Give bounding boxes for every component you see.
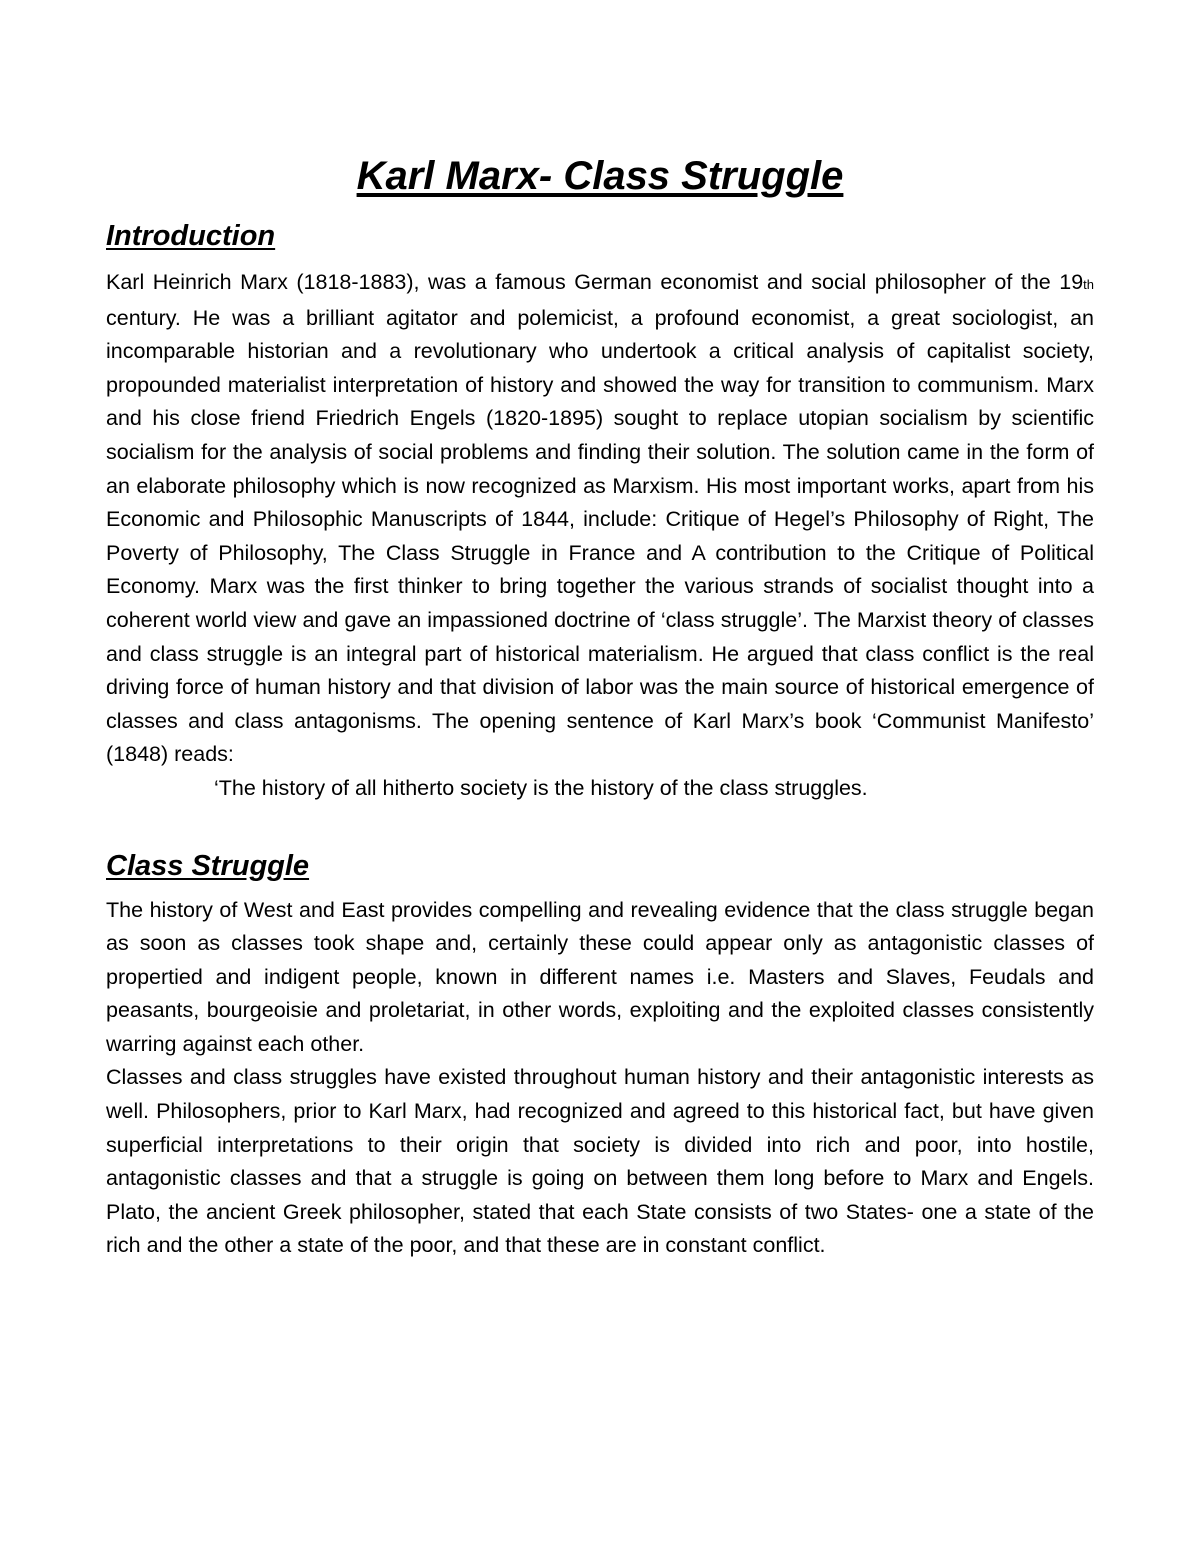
document-title: Karl Marx- Class Struggle xyxy=(356,154,844,198)
intro-text-part2: century. He was a brilliant agitator and polemicist, a profound economist, a great sociologist, an incomparable historian and a revolutionary who undertook a critical analysis of capitalist society, propounded materialist interpretation of history and showed the way for transition to communism. Marx and his close friend Friedrich Engels (1820-1895) sought to replace utopian socialism by scientific socialism for the analysis of social problems and finding their solution. The solution came in the form of an elaborate philosophy which is now recognized as Marxism. His most important works, apart from his Economic and Philosophic Manuscripts of 1844, include: Critique of Hegel’s Philosophy of Right, The Poverty of Philosophy, The Class Struggle in France and A contribution to the Critique of Political Economy. Marx was the first thinker to bring together the various strands of socialist thought into a coherent world view and gave an impassioned doctrine of ‘class struggle’. The Marxist theory of classes and class struggle is an integral part of historical materialism. He argued that class conflict is the real driving force of human history and that division of labor was the main source of historical emergence of classes and class antagonisms. The opening sentence of Karl Marx’s book ‘Communist Manifesto’ (1848) reads: xyxy=(106,305,1094,767)
introduction-heading: Introduction xyxy=(106,220,276,252)
class-struggle-paragraph-1: The history of West and East provides compelling and revealing evidence that the class struggle began as soon as classes took shape and, certainly these could appear only as antagonistic classes of propertied and indigent people, known in different names i.e. Masters and Slaves, Feudals and peasants, bourgeoisie and proletariat, in other words, exploiting and the exploited classes consistently warring against each other. xyxy=(106,897,1094,1056)
introduction-section xyxy=(106,216,1094,806)
class-struggle-heading: Class Struggle xyxy=(106,849,310,882)
class-struggle-section xyxy=(106,846,1094,1264)
class-struggle-paragraph-2: Classes and class struggles have existed throughout human history and their antagonistic interests as well. Philosophers, prior to Karl Marx, had recognized and agreed to this historical fact, but have given superficial interpretations to their origin that society is divided into rich and poor, into hostile, antagonistic classes and that a struggle is going on between them long before to Marx and Engels. Plato, the ancient Greek philosopher, stated that each State consists of two States- one a state of the rich and the other a state of the poor, and that these are in constant conflict. xyxy=(106,1065,1094,1258)
intro-text-part1: Karl Heinrich Marx (1818-1883), was a famous German economist and social philosopher of the 19 xyxy=(106,270,1084,294)
introduction-paragraph xyxy=(106,266,1094,772)
ordinal-suffix: th xyxy=(1083,277,1094,292)
document-page xyxy=(106,150,1094,1263)
manifesto-quote: ‘The history of all hitherto society is the history of the class struggles. xyxy=(214,775,868,800)
